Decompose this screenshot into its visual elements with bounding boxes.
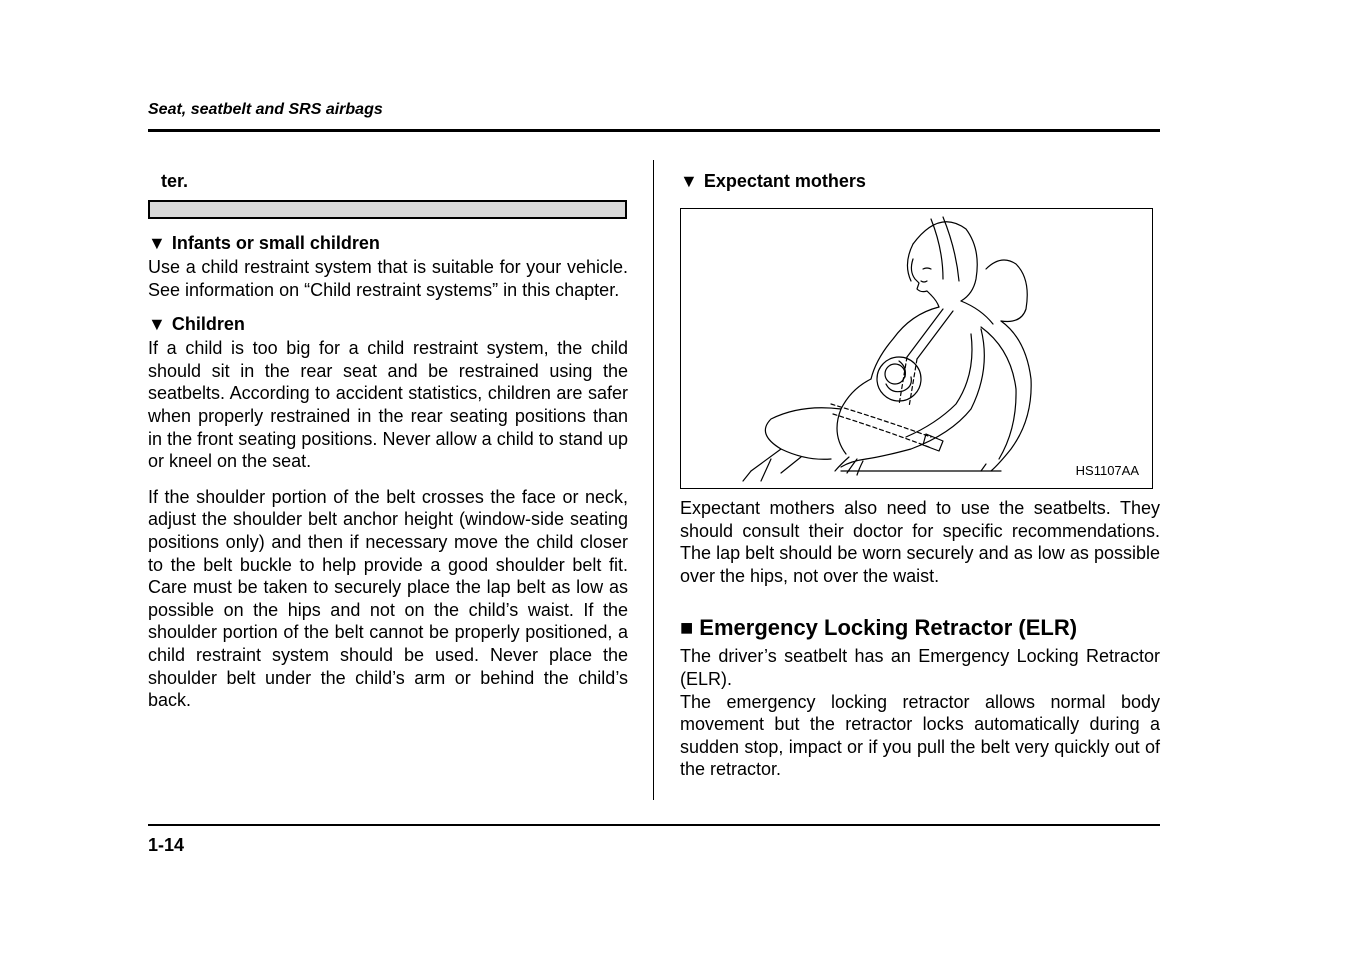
- infants-heading: [148, 232, 628, 254]
- expectant-text: Expectant mothers also need to use the seatbelts. They should consult their doctor for specific recommendations. The lap belt should be worn securely and as low as possible over the hips, not over the waist.: [680, 498, 1160, 586]
- column-divider: [653, 160, 654, 800]
- expectant-mother-figure: [680, 208, 1153, 489]
- elr-paragraph-1: The driver’s seatbelt has an Emergency Locking Retractor (ELR).: [680, 646, 1160, 689]
- left-column: [148, 170, 628, 712]
- continued-text: ter.: [161, 171, 189, 191]
- pregnant-woman-seatbelt-illustration: [681, 209, 1154, 490]
- expectant-heading-text: Expectant mothers: [703, 171, 866, 191]
- elr-paragraph-2: The emergency locking retractor allows normal body movement but the retractor locks automatically during a sudden stop, impact or if you pull the belt very quickly out of the retractor.: [680, 691, 1160, 780]
- footer-rule: [148, 824, 1160, 826]
- right-column: [680, 170, 1160, 781]
- children-heading: [148, 313, 628, 335]
- elr-heading: [680, 614, 1160, 642]
- page-number: 1-14: [148, 835, 185, 855]
- header-rule: [148, 129, 1160, 132]
- page-header-title: Seat, seatbelt and SRS airbags: [148, 101, 383, 118]
- elr-heading-text: Emergency Locking Retractor (ELR): [699, 615, 1078, 641]
- children-paragraph-2: If the shoulder portion of the belt crosses the face or neck, adjust the shoulder belt anchor height (window-side seating positions only) and then if necessary move the child closer to the belt buckle to help provide a good shoulder belt fit. Care must be taken to securely place the lap belt as low as possible on the hips and not on the child’s waist. If the shoulder portion of the belt cannot be properly positioned, a child restraint system should be used. Never place the shoulder belt under the child’s arm or behind the child’s back.: [148, 486, 628, 711]
- children-heading-text: Children: [171, 314, 245, 335]
- warning-bar: [148, 200, 627, 219]
- triangle-marker-icon: ▼: [680, 171, 698, 191]
- figure-code: HS1107AA: [1075, 463, 1139, 478]
- children-paragraph-1: If a child is too big for a child restraint system, the child should sit in the rear seat and be restrained using the seatbelts. According to accident statistics, children are safer when properly restrained in the rear seating positions than in the front seating positions. Never allow a child to stand up or kneel on the seat.: [148, 338, 628, 472]
- square-marker-icon: ■: [680, 615, 694, 641]
- triangle-marker-icon: ▼: [148, 314, 166, 335]
- expectant-heading: [680, 170, 1160, 192]
- infants-text: Use a child restraint system that is suitable for your vehicle. See information on “Child restraint systems” in this chapter.: [148, 257, 628, 300]
- triangle-marker-icon: ▼: [148, 233, 166, 253]
- infants-heading-text: Infants or small children: [171, 233, 380, 253]
